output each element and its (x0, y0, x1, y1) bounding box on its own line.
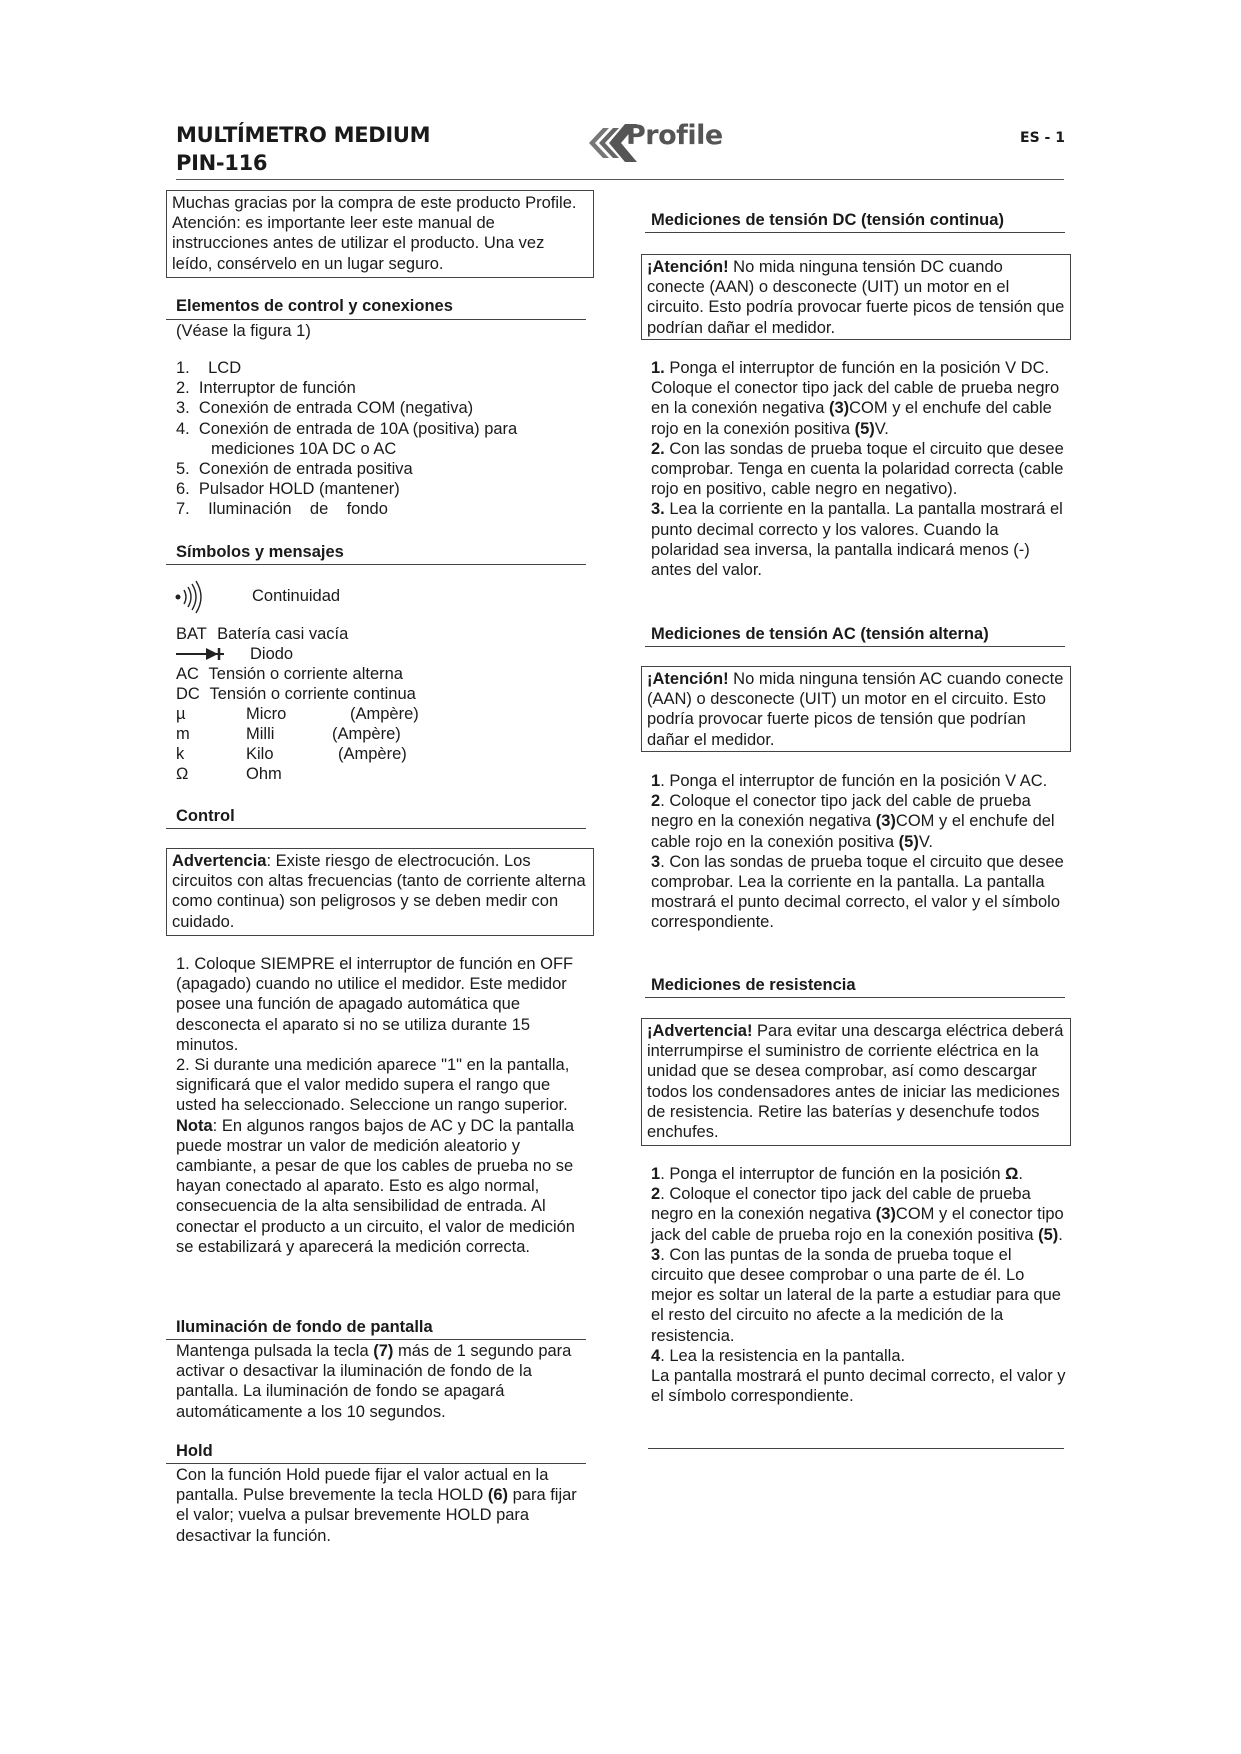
controls-subtitle: (Véase la figura 1) (176, 322, 311, 340)
step-text: Con las sondas de prueba toque el circuito que desee comprobar. Tenga en cuenta la polaridad correcta (cable rojo en positivo, cable negro en negativo). (651, 439, 1064, 499)
backlight-text-b: más de 1 segundo para activar o desactivar la iluminación de fondo de la pantalla. La iluminación de fondo se apagará automáticamente a los 10 segundos. (176, 1342, 572, 1421)
step-text: COM y el conector tipo jack del cable de prueba rojo en la conexión positiva (651, 1205, 1064, 1244)
title-line-2: PIN-116 (176, 151, 268, 175)
controls-heading-rule (166, 319, 586, 320)
backlight-text-a: Mantenga pulsada la tecla (176, 1342, 374, 1360)
unit-row (176, 744, 407, 764)
step-text: . Con las sondas de prueba toque el circuito que desee comprobar. Lea la corriente en la pantalla. La pantalla mostrará el punto decimal correcto, el valor y el símbolo correspondiente. (651, 852, 1064, 932)
step-key: (5) (898, 832, 919, 851)
step-text: COM y el enchufe del cable rojo en la conexión positiva (651, 399, 1052, 438)
step-number: 1 (651, 1165, 661, 1183)
unit-name: Ohm (246, 765, 282, 783)
hold-heading-rule (166, 1463, 586, 1464)
right-column-end-rule (648, 1448, 1064, 1449)
step-number: 3 (651, 1245, 661, 1264)
unit-row (176, 764, 282, 784)
symbol-ac (176, 664, 403, 684)
unit-row (176, 724, 401, 744)
symbol-dc (176, 684, 416, 704)
backlight-heading: Iluminación de fondo de pantalla (176, 1318, 433, 1336)
controls-heading: Elementos de control y conexiones (176, 297, 453, 315)
warning-label: Advertencia (172, 852, 267, 870)
backlight-key: (7) (373, 1342, 394, 1360)
step-number: 2 (651, 1185, 661, 1204)
intro-text: Muchas gracias por la compra de este producto Profile. Atención: es importante leer este manual de instrucciones antes de utilizar el producto. Una vez leído, consérvelo en un lugar seguro. (172, 194, 577, 273)
unit-unit: (Ampère) (338, 745, 407, 763)
unit-symbol: m (176, 725, 190, 743)
dc-warning-label: ¡Atención! (647, 258, 729, 276)
hold-text-a: Con la función Hold puede fijar el valor actual en la pantalla. Pulse brevemente la tecla HOLD (176, 1466, 549, 1505)
brand-name: Profile (626, 120, 723, 151)
symbol-desc: Batería casi vacía (217, 625, 349, 643)
step-key: (3) (828, 399, 850, 418)
symbols-heading: Símbolos y mensajes (176, 543, 344, 561)
resistance-steps (651, 1164, 1066, 1406)
diode-icon (176, 647, 226, 661)
continuity-label: Continuidad (252, 587, 341, 605)
controls-list (176, 358, 586, 520)
step-text: . Con las puntas de la sonda de prueba toque el circuito que desee comprobar o una parte de él. Lo mejor es soltar un lateral de la parte a estudiar para que el resto del circuito no afecte a la medición de la resistencia. (651, 1245, 1061, 1345)
symbol-code: DC (176, 685, 200, 703)
step-key: (5) (854, 419, 875, 438)
control-heading: Control (176, 807, 235, 825)
step-text: . (1058, 1225, 1063, 1244)
list-item: 3. Conexión de entrada COM (negativa) (176, 399, 474, 418)
ac-warning-text: No mida ninguna tensión AC cuando conecte (AAN) o desconecte (UIT) un motor en el circuito. Esto podría provocar fuerte picos de tensión que podrían dañar el medidor. (647, 670, 1064, 749)
resistance-warning-box (641, 1018, 1071, 1146)
dc-steps (651, 358, 1066, 580)
hold-text-b: para fijar el valor; vuelva a pulsar brevemente HOLD para desactivar la función. (176, 1486, 577, 1545)
symbol-code: BAT (176, 625, 207, 643)
unit-unit: (Ampère) (332, 725, 401, 743)
unit-name: Micro (246, 705, 287, 723)
unit-symbol: k (176, 745, 185, 763)
step-text: V. (918, 832, 933, 851)
step-key: (5) (1038, 1225, 1059, 1244)
unit-symbol: µ (176, 705, 186, 723)
page-number: ES - 1 (1020, 130, 1065, 146)
step-text: . Coloque el conector tipo jack del cable de prueba negro en la conexión negativa (651, 1185, 1031, 1224)
step-number: 3. (651, 500, 665, 519)
step-number: 1. (651, 359, 665, 377)
ac-heading: Mediciones de tensión AC (tensión alterna) (651, 625, 989, 643)
step-key: (3) (875, 1205, 896, 1224)
step-text: Ponga el interruptor de función en la posición V DC. Coloque el conector tipo jack del cable de prueba negro en la conexión negativa (651, 359, 1060, 418)
list-item: 2. Interruptor de función (176, 379, 356, 398)
list-item: 1. LCD (176, 359, 242, 377)
backlight-heading-rule (166, 1339, 586, 1340)
symbol-desc: Tensión o corriente continua (209, 685, 416, 703)
symbol-code: AC (176, 665, 199, 683)
backlight-body (176, 1341, 586, 1422)
control-heading-rule (166, 828, 586, 829)
dc-warning-text: No mida ninguna tensión DC cuando conecte (AAN) o desconecte (UIT) un motor en el circuito. Esto podría provocar fuerte picos de tensión que podrían dañar el medidor. (647, 258, 1065, 337)
unit-name: Kilo (246, 745, 274, 763)
nota-text: : En algunos rangos bajos de AC y DC la pantalla puede mostrar un valor de medición aleatorio y cambiante, a pesar de que los cables de prueba no se hayan conectado al aparato. Esto es algo normal, consecuencia de la alta sensibilidad de entrada. Al conectar el producto a un circuito, el valor de medición se estabilizará y aparecerá la medición correcta. (176, 1116, 575, 1256)
step-text: COM y el enchufe del cable rojo en la conexión positiva (651, 812, 1055, 851)
warning-box (166, 848, 594, 936)
step-number: 4 (651, 1346, 661, 1365)
unit-name: Milli (246, 725, 275, 743)
step-text: . Lea la resistencia en la pantalla. (660, 1346, 906, 1365)
symbol-desc: Tensión o corriente alterna (208, 665, 403, 683)
resistance-warning-text: Para evitar una descarga eléctrica deberá interrumpirse el suministro de corriente eléctrica en la unidad que se desea comprobar, así como descargar todos los condensadores antes de iniciar las mediciones de resistencia. Retire las baterías y desenchufe todos enchufes. (647, 1022, 1064, 1142)
ohm-symbol: Ω (1005, 1165, 1019, 1183)
resistance-heading-rule (645, 997, 1065, 998)
step-text: . Ponga el interruptor de función en la posición (660, 1165, 1006, 1183)
resistance-warning-label: ¡Advertencia! (647, 1022, 753, 1040)
unit-row (176, 704, 419, 724)
header-rule (176, 179, 1064, 180)
control-paragraph-2: 2. Si durante una medición aparece "1" en la pantalla, significará que el valor medido supera el rango que usted ha seleccionado. Seleccione un rango superior. (176, 1056, 570, 1115)
ac-warning-label: ¡Atención! (647, 670, 729, 688)
nota-label: Nota (176, 1116, 213, 1135)
list-item: 6. Pulsador HOLD (mantener) (176, 480, 400, 499)
ac-warning-box (641, 666, 1071, 752)
step-number: 3 (651, 852, 661, 871)
step-text: La pantalla mostrará el punto decimal correcto, el valor y el símbolo correspondiente. (651, 1367, 1066, 1406)
step-number: 2 (651, 792, 661, 811)
intro-box (166, 190, 594, 278)
control-paragraph-1: 1. Coloque SIEMPRE el interruptor de función en OFF (apagado) cuando no utilice el medidor. Este medidor posee una función de apagado automática que desconecta el aparato si no se utiliza durante 15 minutos. (176, 955, 574, 1054)
step-text: Lea la corriente en la pantalla. La pantalla mostrará el punto decimal correcto y los valores. Cuando la polaridad sea inversa, la pantalla indicará menos (-) antes del valor. (651, 500, 1063, 580)
dc-heading-rule (645, 232, 1065, 233)
dc-heading: Mediciones de tensión DC (tensión continua) (651, 211, 1004, 229)
hold-key: (6) (487, 1486, 509, 1505)
step-key: (3) (875, 812, 896, 831)
diode-label: Diodo (250, 645, 294, 663)
control-body (176, 954, 586, 1257)
list-item: 7. Iluminación de fondo (176, 500, 388, 519)
step-text: . Coloque el conector tipo jack del cable de prueba negro en la conexión negativa (651, 792, 1031, 831)
list-item: 4. Conexión de entrada de 10A (positiva) para (176, 419, 518, 438)
hold-heading: Hold (176, 1442, 213, 1460)
step-text: . Ponga el interruptor de función en la posición V AC. (660, 772, 1048, 790)
ac-heading-rule (645, 646, 1065, 647)
step-number: 2. (651, 439, 665, 458)
warning-text: : Existe riesgo de electrocución. Los circuitos con altas frecuencias (tanto de corriente alterna como continua) son peligrosos y se deben medir con cuidado. (172, 852, 586, 931)
document-title (176, 121, 430, 177)
step-text: V. (874, 419, 889, 438)
hold-body (176, 1465, 586, 1546)
step-number: 1 (651, 772, 661, 790)
unit-unit: (Ampère) (350, 705, 419, 723)
symbols-heading-rule (166, 564, 586, 565)
resistance-heading: Mediciones de resistencia (651, 976, 856, 994)
list-item: 5. Conexión de entrada positiva (176, 460, 413, 479)
list-item: mediciones 10A DC o AC (211, 439, 397, 458)
title-line-1: MULTÍMETRO MEDIUM (176, 123, 431, 147)
dc-warning-box (641, 254, 1071, 340)
ac-steps (651, 771, 1066, 933)
unit-symbol: Ω (176, 765, 189, 783)
continuity-icon (173, 578, 209, 616)
step-text: . (1018, 1165, 1023, 1183)
symbol-bat (176, 624, 348, 644)
